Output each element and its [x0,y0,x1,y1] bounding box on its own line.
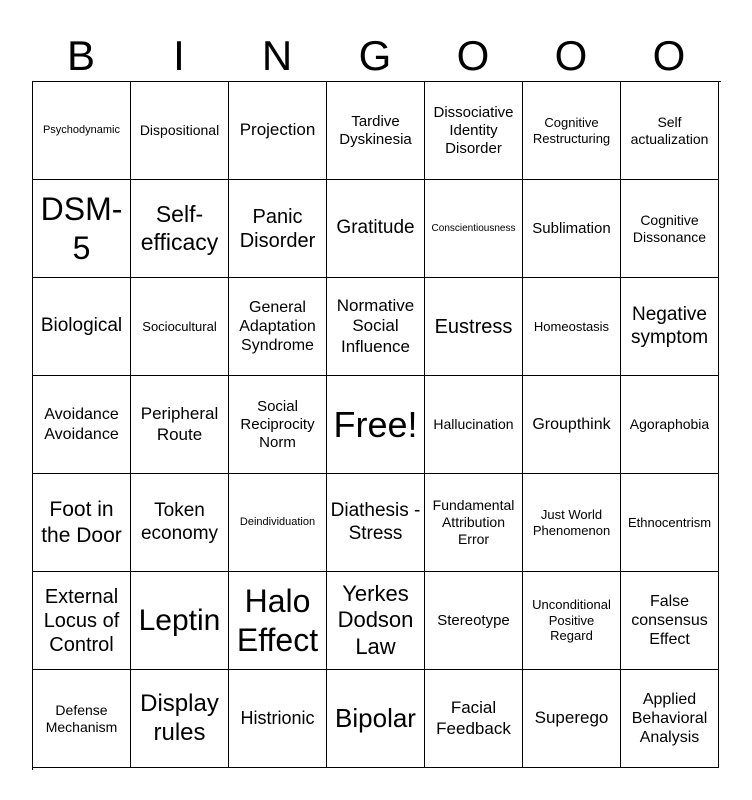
bingo-cell[interactable] [621,376,719,474]
bingo-cell[interactable] [33,376,131,474]
header-letter: N [261,32,293,79]
cell-label: Ethnocentrism [627,514,712,530]
header-letter: O [456,32,490,79]
cell-label: Stereotype [437,611,510,629]
cell-label: False consensus Effect [631,592,708,649]
cell-label: Agoraphobia [629,416,710,433]
cell-label: Conscientiousness [431,222,516,234]
cell-label: Psychodynamic [42,123,121,136]
cell-label: Fundamental Attribution Error [432,497,515,547]
bingo-cell[interactable] [523,180,621,278]
cell-label: Biological [40,315,123,337]
header-letter: B [66,32,95,79]
cell-label: Avoidance Avoidance [44,406,119,443]
cell-label: Dissociative Identity Disorder [433,103,514,157]
bingo-cell[interactable] [131,82,229,180]
header-letter: I [173,32,185,79]
cell-label: Self actualization [630,113,709,147]
bingo-cell[interactable] [425,474,523,572]
cell-label: Histrionic [240,707,315,728]
cell-label: Normative Social Influence [336,295,415,356]
cell-label: Halo Effect [236,583,319,658]
bingo-cell[interactable] [621,82,719,180]
header-letter: O [554,32,588,79]
bingo-cell[interactable] [229,474,327,572]
cell-label: Free! [333,403,418,445]
bingo-cell[interactable] [131,278,229,376]
bingo-cell[interactable] [327,180,425,278]
bingo-header [32,30,720,82]
bingo-cell[interactable] [131,180,229,278]
cell-label: DSM-5 [40,191,123,266]
bingo-cell[interactable] [327,278,425,376]
bingo-cell[interactable] [229,572,327,670]
cell-label: Eustress [434,315,513,338]
header-letter: O [652,32,686,79]
cell-label: Sublimation [532,219,611,237]
bingo-cell[interactable] [33,474,131,572]
bingo-cell[interactable] [327,670,425,768]
bingo-cell[interactable] [131,572,229,670]
cell-label: Unconditional Positive Regard [532,597,611,644]
bingo-cell[interactable] [523,82,621,180]
bingo-cell[interactable] [229,82,327,180]
cell-label: Leptin [138,603,221,637]
bingo-cell[interactable] [131,376,229,474]
bingo-cell[interactable] [425,180,523,278]
bingo-cell[interactable] [33,278,131,376]
cell-label: Foot in the Door [41,498,122,547]
cell-label: Gratitude [336,217,415,239]
cell-label: Peripheral Route [140,404,219,444]
cell-label: Applied Behavioral Analysis [631,690,708,747]
bingo-cell[interactable] [327,572,425,670]
bingo-cell[interactable] [425,572,523,670]
bingo-cell[interactable] [621,572,719,670]
cell-label: Self-efficacy [140,200,219,255]
cell-label: Diathesis - Stress [330,499,421,544]
bingo-cell[interactable] [523,278,621,376]
bingo-cell[interactable] [229,376,327,474]
cell-label: Defense Mechanism [45,701,118,735]
cell-label: Yerkes Dodson Law [337,580,414,659]
bingo-cell[interactable] [33,180,131,278]
bingo-cell[interactable] [425,376,523,474]
cell-label: Cognitive Restructuring [532,114,611,146]
cell-label: Superego [534,708,609,728]
cell-label: Deindividuation [239,515,316,528]
bingo-cell[interactable] [33,670,131,768]
bingo-cell[interactable] [523,376,621,474]
cell-label: Facial Feedback [436,698,511,738]
bingo-board [32,81,721,770]
bingo-cell[interactable] [229,670,327,768]
bingo-cell[interactable] [327,376,425,474]
header-letter: G [358,32,392,79]
cell-label: Bipolar [335,702,416,733]
cell-label: Projection [239,120,316,140]
bingo-cell[interactable] [33,82,131,180]
bingo-cell[interactable] [425,82,523,180]
bingo-cell[interactable] [621,474,719,572]
bingo-cell[interactable] [327,82,425,180]
cell-label: Groupthink [532,415,611,433]
bingo-cell[interactable] [621,180,719,278]
bingo-cell[interactable] [621,278,719,376]
cell-label: Dispositional [139,122,220,139]
cell-label: General Adaptation Syndrome [239,298,316,355]
bingo-cell[interactable] [621,670,719,768]
cell-label: Sociocultural [142,318,217,334]
cell-label: Social Reciprocity Norm [240,397,315,451]
cell-label: Display rules [140,689,219,746]
bingo-cell[interactable] [33,572,131,670]
bingo-cell[interactable] [523,474,621,572]
bingo-cell[interactable] [229,180,327,278]
bingo-cell[interactable] [523,670,621,768]
cell-label: Cognitive Dissonance [632,211,707,245]
cell-label: Panic Disorder [239,205,316,252]
bingo-cell[interactable] [425,670,523,768]
cell-label: Token economy [140,499,219,544]
bingo-cell[interactable] [131,670,229,768]
cell-label: Tardive Dyskinesia [339,112,412,148]
cell-label: External Locus of Control [43,585,120,656]
bingo-cell[interactable] [229,278,327,376]
cell-label: Negative symptom [630,303,709,348]
bingo-cell[interactable] [523,572,621,670]
bingo-cell[interactable] [327,474,425,572]
cell-label: Hallucination [433,416,514,433]
bingo-cell[interactable] [131,474,229,572]
cell-label: Homeostasis [533,318,610,334]
bingo-cell[interactable] [425,278,523,376]
cell-label: Just World Phenomenon [532,506,611,538]
